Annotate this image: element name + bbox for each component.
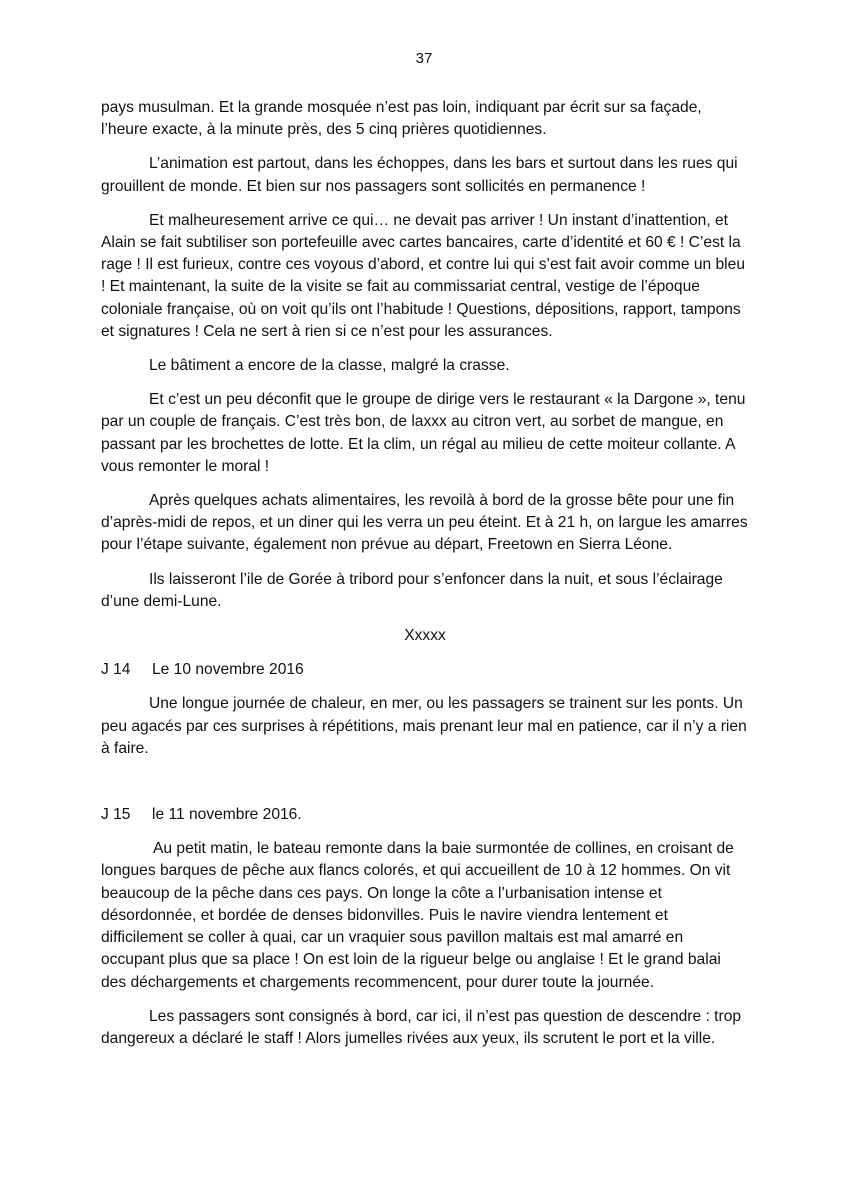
paragraph-j15-confined: Les passagers sont consignés à bord, car ici, il n’est pas question de descendre : trop dangereux a déclaré le staff ! Alors jumelles rivées aux yeux, ils scrutent le port et la ville. [101, 1007, 742, 1047]
page-number: 37 [415, 50, 433, 67]
paragraph-building: Le bâtiment a encore de la classe, malgré la crasse. [149, 357, 510, 375]
paragraph-restaurant: Et c’est un peu déconfit que le groupe de dirige vers le restaurant « la Dargone », tenu par un couple de français. C’est très bon, de laxxx au citron vert, au sorbet de mangue, en passant par les brochettes de lotte. Et la clim, un régal au milieu de cette moiteur collante. A vous remonter le moral ! [101, 391, 746, 475]
paragraph-j15-morning: Au petit matin, le bateau remonte dans la baie surmontée de collines, en croisant de longues barques de pêche aux flancs colorés, et qui accueillent de 10 à 12 hommes. On vit beaucoup de la pêche dans ces pays. On longe la côte a l’urbanisation intense et désordonnée, et bordée de denses bidonvilles. Puis le navire viendra lentement et difficilement se coller à quai, car un vraquier sous pavillon maltais est mal amarré en occupant plus que sa place ! On est loin de la rigueur belge ou anglaise ! Et le grand balai des déchargements et chargements recommencent, pour durer toute la journée. [101, 840, 734, 991]
paragraph-continuation: pays musulman. Et la grande mosquée n’est pas loin, indiquant par écrit sur sa façade, l’heure exacte, à la minute près, des 5 cinq prières quotidiennes. [101, 99, 702, 139]
paragraph-theft: Et malheuresement arrive ce qui… ne devait pas arriver ! Un instant d’inattention, et Alain se fait subtiliser son portefeuille avec cartes bancaires, carte d’identité et 60 € ! C’est la rage ! Il est furieux, contre ces voyous d’abord, et contre lui qui s’est fait avoir comme un bleu ! Et maintenant, la suite de la visite se fait au commissariat central, vestige de l’époque coloniale française, où on voit qu’ils ont l’habitude ! Questions, dépositions, rapport, tampons et signatures ! Cela ne sert à rien si ce n’est pour les assurances. [101, 211, 745, 340]
paragraph-animation: L’animation est partout, dans les échoppes, dans les bars et surtout dans les rues qui grouillent de monde. Et bien sur nos passagers sont sollicités en permanence ! [101, 155, 738, 195]
entry-day-label: J 15 [101, 806, 131, 824]
entry-heading-j14 [101, 659, 749, 681]
entry-heading-j15 [101, 804, 749, 826]
section-separator: Xxxxx [404, 627, 446, 645]
entry-day-label: J 14 [101, 661, 131, 679]
paragraph-goree: Ils laisseront l’ile de Gorée à tribord pour s’enfoncer dans la nuit, et sous l’éclairage d’une demi-Lune. [101, 570, 723, 610]
blank-line [101, 772, 749, 804]
paragraph-j14: Une longue journée de chaleur, en mer, ou les passagers se trainent sur les ponts. Un peu agacés par ces surprises à répétitions, mais prenant leur mal en patience, car il n’y a rien à faire. [101, 695, 747, 757]
paragraph-departure: Après quelques achats alimentaires, les revoilà à bord de la grosse bête pour une fin d’après-midi de repos, et un diner qui les verra un peu éteint. Et à 21 h, on largue les amarres pour l’étape suivante, également non prévue au départ, Freetown en Sierra Léone. [101, 492, 748, 554]
entry-date: le 11 novembre 2016. [152, 806, 302, 824]
body-text [101, 97, 749, 1062]
entry-date: Le 10 novembre 2016 [152, 661, 304, 679]
